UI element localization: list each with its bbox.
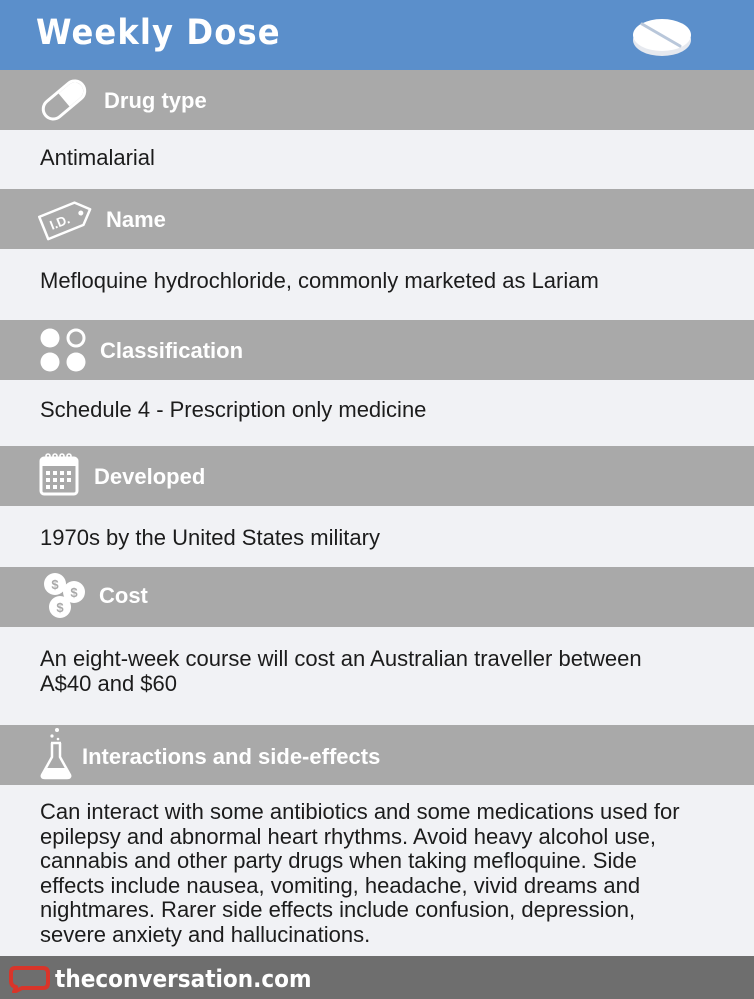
interactions-line: Can interact with some antibiotics and some medications used for [40, 799, 680, 824]
section-header-classification [0, 320, 754, 380]
section-label-interactions: Interactions and side-effects [82, 744, 381, 769]
page-title: Weekly Dose [36, 13, 281, 53]
section-header-drug-type [0, 70, 754, 130]
coin-symbol-3: $ [56, 600, 64, 615]
section-value-drug-type: Antimalarial [40, 145, 155, 170]
section-header-developed [0, 446, 754, 506]
capsule-icon [36, 70, 92, 130]
flask-icon [38, 725, 74, 785]
pill-tablet-icon [630, 14, 694, 58]
coin-symbol-1: $ [51, 577, 59, 592]
header-bar [0, 0, 754, 70]
calendar-icon [38, 446, 80, 506]
section-value-interactions [40, 800, 740, 947]
section-header-interactions [0, 725, 754, 785]
section-label-cost: Cost [99, 583, 148, 608]
id-tag-icon [34, 189, 98, 249]
section-label-classification: Classification [100, 338, 244, 363]
section-value-name: Mefloquine hydrochloride, commonly marketed as Lariam [40, 268, 599, 293]
section-value-classification: Schedule 4 - Prescription only medicine [40, 397, 427, 422]
footer-bar [0, 956, 754, 999]
interactions-line: epilepsy and abnormal heart rhythms. Avoid heavy alcohol use, [40, 823, 656, 849]
conversation-logo-icon [8, 965, 50, 993]
interactions-line: severe anxiety and hallucinations. [40, 921, 371, 947]
section-header-cost [0, 567, 754, 627]
section-header-name [0, 189, 754, 249]
interactions-line: cannabis and other party drugs when taking mefloquine. Side [40, 848, 637, 873]
cost-line: An eight-week course will cost an Australian traveller between [40, 646, 642, 671]
footer-site-link[interactable]: theconversation.com [55, 965, 312, 993]
id-tag-text: I.D. [47, 211, 72, 233]
coins-icon [38, 567, 94, 627]
cost-line: A$40 and $60 [40, 670, 178, 696]
section-label-name: Name [106, 207, 166, 232]
interactions-line: nightmares. Rarer side effects include confusion, depression, [40, 897, 636, 922]
section-value-cost [40, 647, 740, 696]
interactions-line: effects include nausea, vomiting, headache, vivid dreams and [40, 872, 641, 898]
section-label-drug-type: Drug type [104, 88, 207, 113]
section-value-developed: 1970s by the United States military [40, 525, 380, 550]
circles-icon [38, 320, 90, 380]
coin-symbol-2: $ [70, 585, 78, 600]
section-label-developed: Developed [94, 464, 206, 489]
